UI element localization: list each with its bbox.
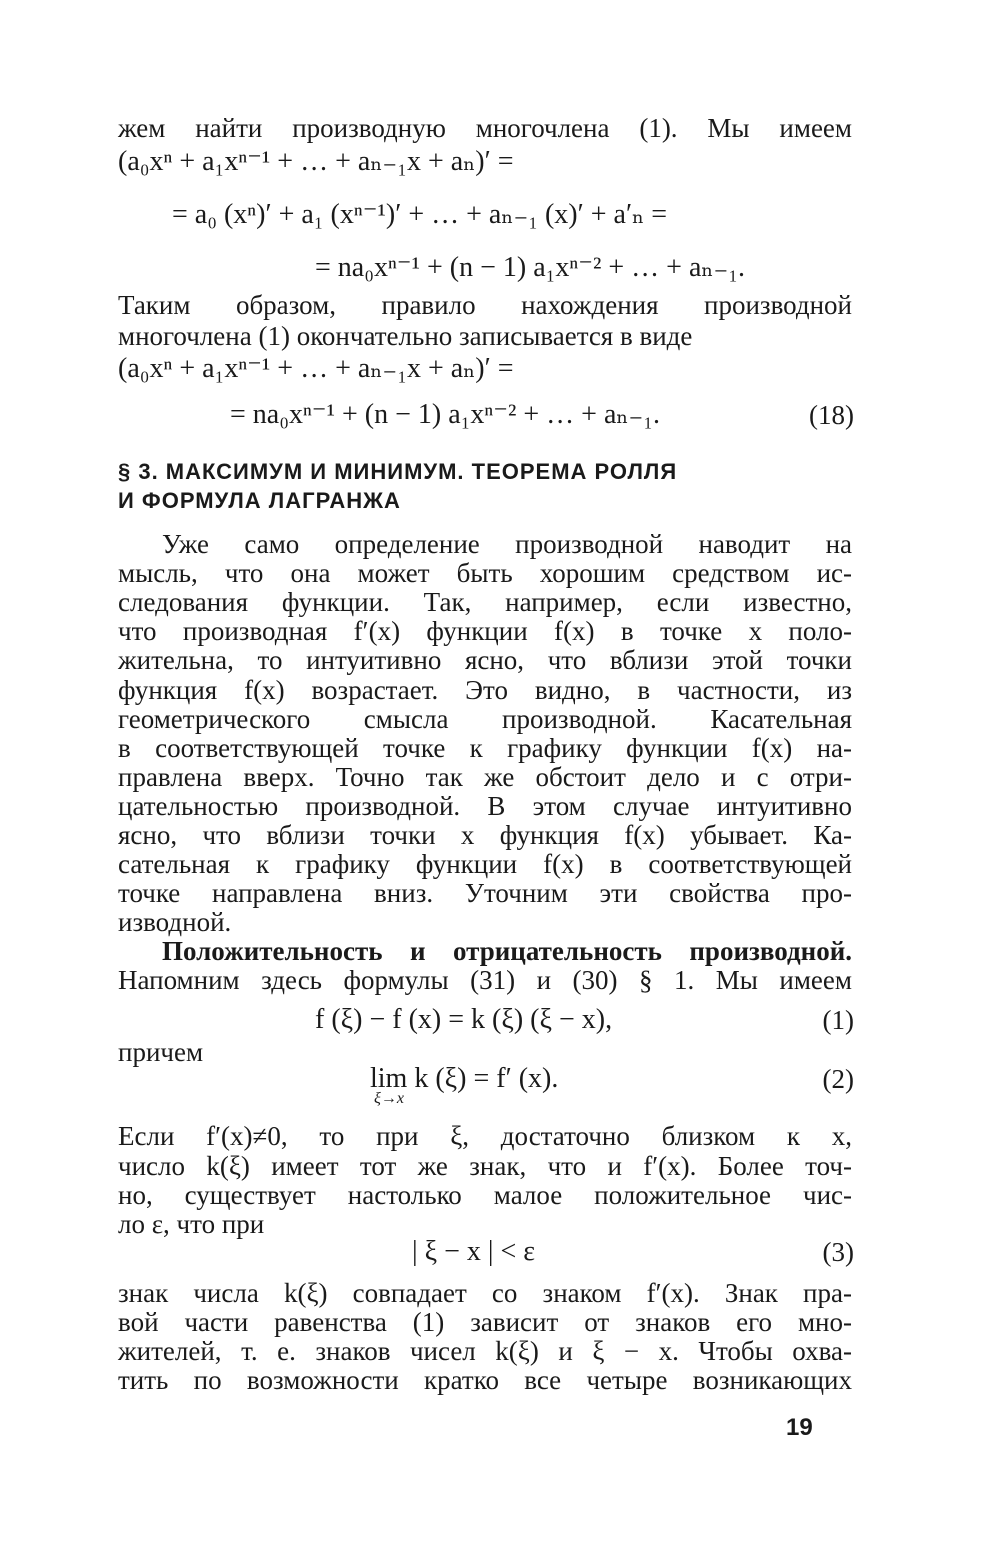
paragraph-line: в соответствующей точке к графику функции f(x) на- bbox=[118, 733, 852, 763]
equation-number: (1) bbox=[822, 1005, 854, 1035]
paragraph-line: но, существует настолько малое положительное чис- bbox=[118, 1180, 852, 1210]
paragraph-line: Если f′(x)≠0, то при ξ, достаточно близком к x, bbox=[118, 1121, 852, 1151]
paragraph-line: правлена вверх. Точно так же обстоит дело и с отри- bbox=[118, 762, 852, 792]
paragraph-line: жителей, т. е. знаков чисел k(ξ) и ξ − x. Чтобы охва- bbox=[118, 1336, 852, 1366]
equation-number: (2) bbox=[822, 1064, 854, 1094]
formula-line: (a₀xⁿ + a₁xⁿ⁻¹ + … + aₙ₋₁x + aₙ)′ = bbox=[118, 146, 514, 177]
formula-line: = na₀xⁿ⁻¹ + (n − 1) a₁xⁿ⁻² + … + aₙ₋₁. bbox=[315, 252, 746, 283]
paragraph-line: цательностью производной. В этом случае интуитивно bbox=[118, 791, 852, 821]
section-title: И ФОРМУЛА ЛАГРАНЖА bbox=[118, 488, 401, 513]
paragraph-line: геометрического смысла производной. Касательная bbox=[118, 704, 852, 734]
equation-1: f (ξ) − f (x) = k (ξ) (ξ − x), bbox=[315, 1004, 613, 1035]
paragraph-line: число k(ξ) имеет тот же знак, что и f′(x). Более точ- bbox=[118, 1151, 852, 1181]
paragraph-line: сательная к графику функции f(x) в соответствующей bbox=[118, 849, 852, 879]
paragraph-line: вой части равенства (1) зависит от знаков его мно- bbox=[118, 1307, 852, 1337]
text-line: причем bbox=[118, 1037, 204, 1067]
formula-line: = na₀xⁿ⁻¹ + (n − 1) a₁xⁿ⁻² + … + aₙ₋₁. bbox=[230, 399, 661, 430]
paragraph-line: точке направлена вниз. Уточним эти свойства про- bbox=[118, 878, 852, 908]
text-line: жем найти производную многочлена (1). Мы имеем bbox=[118, 113, 852, 143]
equation-2: lim k (ξ) = f′ (x). bbox=[370, 1063, 559, 1094]
section-title: § 3. МАКСИМУМ И МИНИМУМ. ТЕОРЕМА РОЛЛЯ bbox=[118, 459, 678, 484]
paragraph-line: жительна, то интуитивно ясно, что вблизи этой точки bbox=[118, 645, 852, 675]
page-number: 19 bbox=[786, 1414, 813, 1441]
paragraph-line: функция f(x) возрастает. Это видно, в частности, из bbox=[118, 675, 852, 705]
paragraph-line: мысль, что она может быть хорошим средством ис- bbox=[118, 558, 852, 588]
paragraph-line: следования функции. Так, например, если известно, bbox=[118, 587, 852, 617]
paragraph-line: Уже само определение производной наводит на bbox=[162, 529, 852, 559]
paragraph-line: что производная f′(x) функции f(x) в точке x поло- bbox=[118, 616, 852, 646]
limit-subscript: ξ→x bbox=[374, 1090, 404, 1107]
equation-3: | ξ − x | < ε bbox=[412, 1236, 536, 1267]
paragraph-line: ло ε, что при bbox=[118, 1209, 265, 1239]
formula-line: = a₀ (xⁿ)′ + a₁ (xⁿ⁻¹)′ + … + aₙ₋₁ (x)′ + a′ₙ = bbox=[172, 199, 668, 230]
equation-number: (18) bbox=[809, 400, 854, 430]
paragraph-line: знак числа k(ξ) совпадает со знаком f′(x). Знак пра- bbox=[118, 1278, 852, 1308]
paragraph-line: изводной. bbox=[118, 907, 232, 937]
formula-line: (a₀xⁿ + a₁xⁿ⁻¹ + … + aₙ₋₁x + aₙ)′ = bbox=[118, 353, 514, 384]
text-line: Таким образом, правило нахождения производной bbox=[118, 290, 852, 320]
text-line: многочлена (1) окончательно записывается в виде bbox=[118, 321, 693, 351]
paragraph-line: тить по возможности кратко все четыре возникающих bbox=[118, 1365, 852, 1395]
subsection-title: Положительность и отрицательность производной. bbox=[162, 936, 852, 966]
paragraph-line: Напомним здесь формулы (31) и (30) § 1. Мы имеем bbox=[118, 965, 852, 995]
paragraph-line: ясно, что вблизи точки x функция f(x) убывает. Ка- bbox=[118, 820, 852, 850]
equation-number: (3) bbox=[822, 1237, 854, 1267]
